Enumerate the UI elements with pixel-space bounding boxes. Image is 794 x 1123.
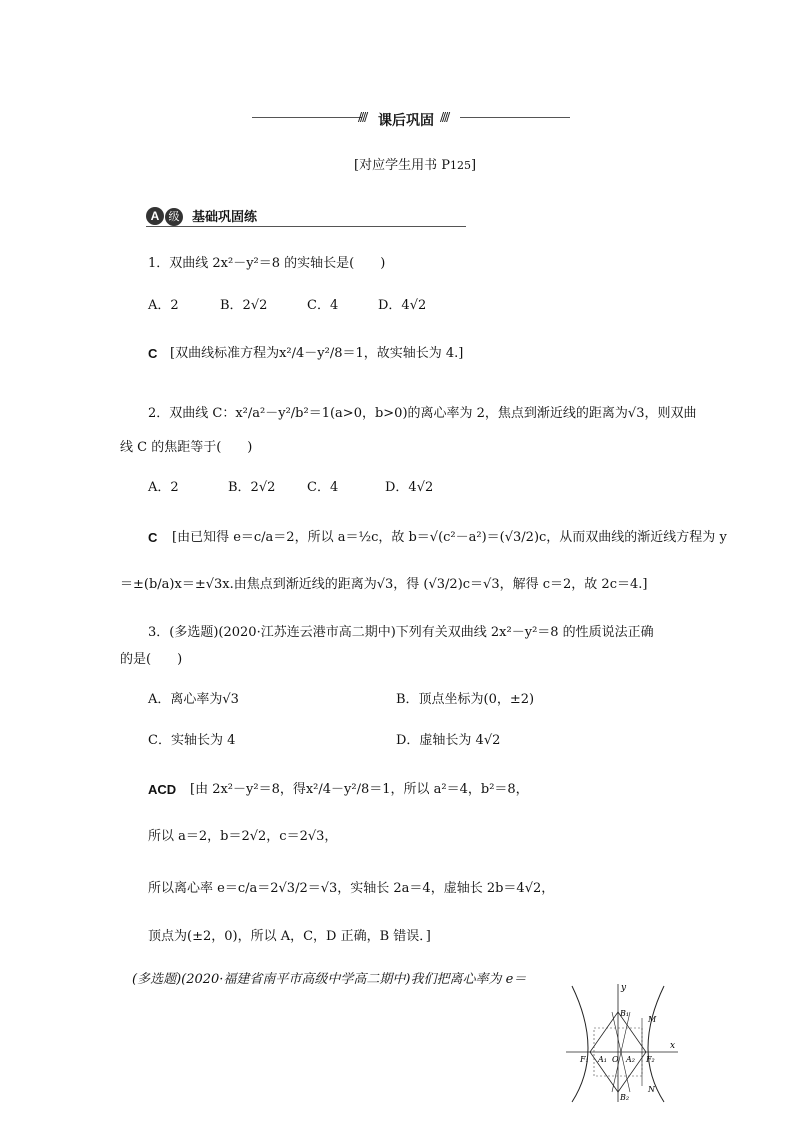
question-1: 1．双曲线 2x²－y²＝8 的实轴长是( ) [148, 256, 386, 271]
q2-option-d: D．4√2 [385, 480, 434, 495]
label-n: N [648, 1085, 655, 1094]
q2-option-a: A．2 [148, 480, 179, 495]
q3-option-d: D．虚轴长为 4√2 [396, 733, 501, 748]
answer-3-line-1: [由 2x²－y²＝8，得x²/4－y²/8＝1，所以 a²＝4，b²＝8， [190, 782, 529, 797]
level-badge [146, 205, 183, 226]
answer-3-line-2: 所以 a＝2，b＝2√2，c＝2√3， [148, 829, 338, 844]
header-deco-right: //// [440, 110, 449, 124]
label-o: O [612, 1055, 619, 1064]
label-a1: A₁ [598, 1055, 607, 1064]
q3-option-a: A．离心率为√3 [148, 692, 239, 707]
section-underline [146, 226, 466, 227]
level-badge-grade: 级 [165, 208, 183, 226]
answer-1-text: [双曲线标准方程为x²/4－y²/8＝1，故实轴长为 4.] [170, 346, 464, 361]
header-deco-left: //// [358, 110, 367, 124]
book-reference: [对应学生用书 P125] [354, 158, 477, 173]
q2-option-c: C．4 [307, 480, 339, 495]
q2-option-b: B．2√2 [228, 480, 276, 495]
label-a2: A₂ [626, 1055, 635, 1064]
answer-2-line-1: [由已知得 e＝c/a＝2，所以 a＝½c，故 b＝√(c²－a²)＝(√3/2)c，从而双曲线的渐近线方程为 y [172, 530, 727, 545]
hyperbola-figure [562, 978, 682, 1106]
label-b1: B₁ [620, 1009, 630, 1018]
label-x: x [670, 1041, 676, 1051]
answer-3-line-4: 顶点为(±2，0)，所以 A，C，D 正确，B 错误．] [148, 929, 431, 944]
answer-2-letter: C [148, 530, 158, 545]
label-m: M [648, 1015, 657, 1024]
label-y: y [621, 983, 627, 993]
label-f2: F₂ [646, 1055, 655, 1064]
left-branch [572, 986, 588, 1102]
q1-option-c: C．4 [307, 298, 339, 313]
header-rule-right [460, 117, 570, 118]
q1-option-b: B．2√2 [220, 298, 268, 313]
header-rule-left [252, 117, 362, 118]
question-2-line-2: 线 C 的焦距等于( ) [120, 440, 253, 455]
q3-option-c: C．实轴长为 4 [148, 733, 236, 748]
section-title: 课后巩固 [378, 112, 434, 128]
section-subtitle: 基础巩固练 [192, 209, 258, 224]
answer-1-letter: C [148, 346, 158, 361]
answer-3-line-3: 所以离心率 e＝c/a＝2√3/2＝√3，实轴长 2a＝4，虚轴长 2b＝4√2， [148, 881, 555, 896]
question-3-line-2: 的是( ) [120, 652, 183, 667]
question-2-line-1: 2．双曲线 C：x²/a²－y²/b²＝1(a>0，b>0)的离心率为 2，焦点到渐近线的距离为√3，则双曲 [148, 406, 697, 421]
label-b2: B₂ [620, 1093, 630, 1102]
question-4-line-1: (多选题)(2020·福建省南平市高级中学高二期中)我们把离心率为 e＝ [132, 972, 527, 987]
q1-option-d: D．4√2 [378, 298, 427, 313]
answer-3-letters: ACD [148, 782, 177, 797]
question-3-line-1: 3．(多选题)(2020·江苏连云港市高二期中)下列有关双曲线 2x²－y²＝8 的性质说法正确 [148, 625, 654, 640]
q1-option-a: A．2 [148, 298, 179, 313]
q3-option-b: B．顶点坐标为(0，±2) [396, 692, 535, 707]
label-f1: F₁ [580, 1055, 589, 1064]
answer-2-line-2: ＝±(b/a)x＝±√3x.由焦点到渐近线的距离为√3，得 (√3/2)c＝√3，解得 c＝2，故 2c＝4.] [120, 577, 648, 592]
level-badge-letter: A [146, 207, 164, 225]
